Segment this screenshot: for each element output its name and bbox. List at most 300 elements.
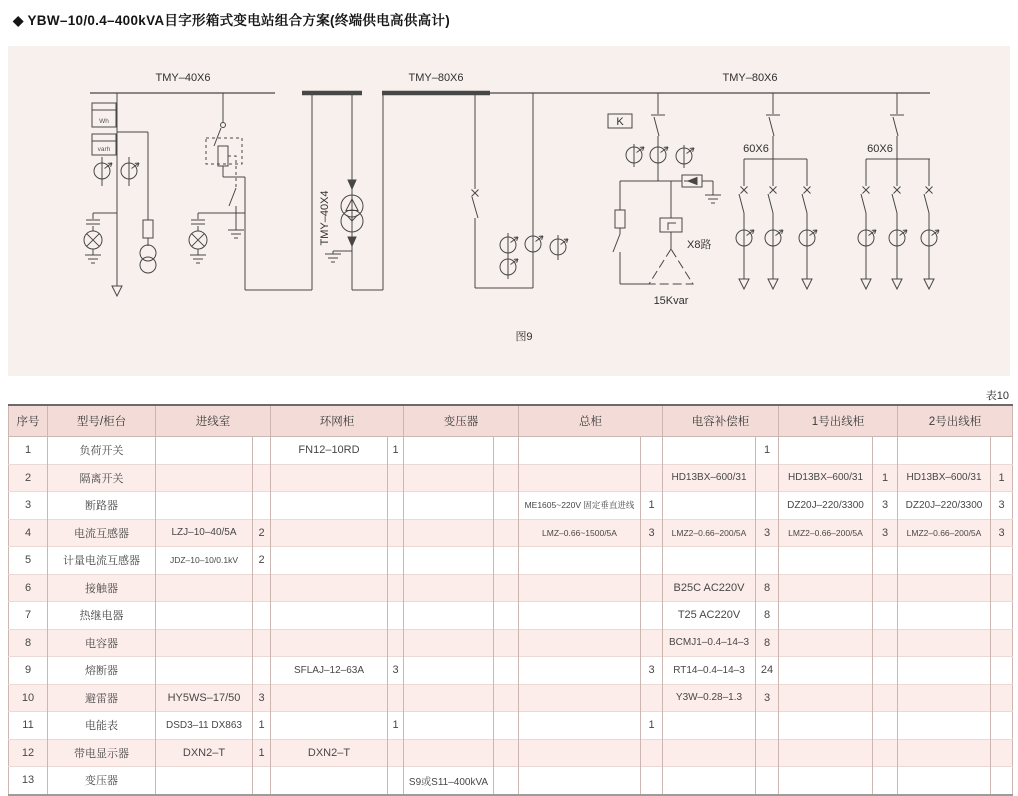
spec-model-cell — [404, 492, 494, 520]
spec-qty-cell — [873, 657, 898, 685]
spec-qty-cell — [991, 547, 1013, 575]
outgoing-cabinet-2-section — [858, 93, 939, 289]
header-transformer: 变压器 — [404, 405, 519, 437]
spec-qty-cell: 3 — [873, 492, 898, 520]
current-transformer-icon — [889, 230, 907, 246]
spec-model-cell — [519, 602, 641, 630]
device-name: 隔离开关 — [48, 464, 156, 492]
meter-varh-label: varh — [97, 146, 111, 153]
device-name: 变压器 — [48, 767, 156, 795]
ground-icon — [190, 255, 206, 263]
spec-model-cell — [898, 657, 991, 685]
spec-qty-cell — [388, 739, 404, 767]
spec-qty-cell — [873, 712, 898, 740]
header-main-cabinet: 总柜 — [519, 405, 663, 437]
spec-qty-cell — [756, 739, 779, 767]
feeder-arrow-icon — [739, 279, 749, 289]
current-transformer-icon — [765, 230, 783, 246]
table-row — [9, 602, 1013, 630]
spec-model-cell — [519, 767, 641, 795]
current-transformer-icon — [736, 230, 754, 246]
spec-qty-cell — [991, 767, 1013, 795]
table-row — [9, 657, 1013, 685]
table-row — [9, 574, 1013, 602]
spec-model-cell: HY5WS–17/50 — [156, 684, 253, 712]
spec-model-cell — [404, 547, 494, 575]
table-row — [9, 492, 1013, 520]
spec-model-cell: DSD3–11 DX863 — [156, 712, 253, 740]
spec-model-cell — [898, 767, 991, 795]
fuse-icon — [143, 220, 153, 238]
spec-model-cell — [779, 767, 873, 795]
fuse-icon — [615, 210, 625, 228]
spec-qty-cell — [991, 574, 1013, 602]
spec-qty-cell — [494, 629, 519, 657]
spec-model-cell — [271, 767, 388, 795]
spec-model-cell — [663, 767, 756, 795]
feeder-arrow-icon — [768, 279, 778, 289]
spec-qty-cell — [641, 629, 663, 657]
table-row — [9, 629, 1013, 657]
spec-qty-cell — [873, 574, 898, 602]
spec-qty-cell: 3 — [756, 519, 779, 547]
row-seq: 13 — [9, 767, 48, 795]
spec-qty-cell — [253, 492, 271, 520]
outgoing2-bus-label: 60X6 — [867, 143, 893, 155]
feeder-arrow-icon — [924, 279, 934, 289]
spec-model-cell: HD13BX–600/31 — [898, 464, 991, 492]
row-seq: 9 — [9, 657, 48, 685]
current-transformer-icon — [94, 163, 112, 179]
spec-model-cell — [663, 739, 756, 767]
spec-qty-cell — [494, 684, 519, 712]
spec-qty-cell — [756, 767, 779, 795]
spec-qty-cell — [641, 739, 663, 767]
fuse-icon — [218, 146, 228, 166]
spec-qty-cell — [494, 437, 519, 465]
spec-qty-cell — [756, 492, 779, 520]
spec-model-cell — [779, 739, 873, 767]
spec-qty-cell: 1 — [253, 739, 271, 767]
spec-qty-cell — [641, 602, 663, 630]
transformer-riser-label: TMY–40X4 — [319, 190, 331, 246]
row-seq: 6 — [9, 574, 48, 602]
breaker-x-icon — [472, 190, 479, 197]
spec-qty-cell — [388, 519, 404, 547]
spec-qty-cell — [991, 629, 1013, 657]
spec-model-cell — [898, 712, 991, 740]
spec-model-cell — [271, 464, 388, 492]
spec-qty-cell — [253, 767, 271, 795]
spec-qty-cell — [873, 437, 898, 465]
spec-qty-cell — [253, 574, 271, 602]
ring-main-unit-section — [189, 93, 312, 290]
device-name: 计量电流互感器 — [48, 547, 156, 575]
title-diamond-icon: ◆ — [13, 13, 24, 28]
spec-model-cell — [898, 739, 991, 767]
ground-icon — [325, 254, 341, 262]
spec-model-cell: LMZ2–0.66–200/5A — [898, 519, 991, 547]
spec-model-cell: SFLAJ–12–63A — [271, 657, 388, 685]
spec-qty-cell: 1 — [388, 712, 404, 740]
spec-qty-cell — [494, 712, 519, 740]
spec-qty-cell — [253, 657, 271, 685]
current-transformer-icon — [500, 237, 518, 253]
current-transformer-icon — [799, 230, 817, 246]
table-row — [9, 437, 1013, 465]
earthing-switch-blade — [229, 188, 236, 206]
spec-model-cell — [663, 437, 756, 465]
spec-qty-cell: 24 — [756, 657, 779, 685]
spec-qty-cell — [873, 767, 898, 795]
current-transformer-icon — [550, 239, 568, 255]
spec-model-cell — [156, 574, 253, 602]
spec-model-cell — [404, 684, 494, 712]
figure-caption: 图9 — [515, 331, 533, 343]
spec-qty-cell — [991, 657, 1013, 685]
header-outgoing-cabinet-2: 2号出线柜 — [898, 405, 1013, 437]
spec-qty-cell: 8 — [756, 629, 779, 657]
feeder — [921, 159, 939, 289]
spec-model-cell — [404, 629, 494, 657]
feeder-arrow-icon — [861, 279, 871, 289]
breaker-blade — [893, 117, 898, 136]
spec-model-cell — [898, 602, 991, 630]
spec-model-cell — [156, 657, 253, 685]
table-row — [9, 767, 1013, 795]
spec-model-cell — [156, 629, 253, 657]
table-tag: 表10 — [985, 390, 1009, 402]
breaker-blade — [654, 117, 659, 136]
indicator-lamp-icon — [189, 231, 207, 249]
spec-qty-cell: 3 — [641, 657, 663, 685]
table-row — [9, 547, 1013, 575]
spec-model-cell — [898, 629, 991, 657]
row-seq: 10 — [9, 684, 48, 712]
spec-qty-cell: 3 — [756, 684, 779, 712]
spec-qty-cell: 2 — [253, 547, 271, 575]
current-transformer-icon — [858, 230, 876, 246]
spec-model-cell: BCMJ1–0.4–14–3 — [663, 629, 756, 657]
bus2-label: TMY–80X6 — [408, 72, 464, 84]
feeder-arrow-icon — [892, 279, 902, 289]
row-seq: 12 — [9, 739, 48, 767]
row-seq: 8 — [9, 629, 48, 657]
spec-model-cell — [271, 712, 388, 740]
spec-qty-cell — [641, 684, 663, 712]
spec-model-cell — [663, 712, 756, 740]
feeder — [799, 159, 817, 289]
feeder — [889, 159, 907, 289]
feeder — [858, 159, 876, 289]
spec-model-cell: S9或S11–400kVA — [404, 767, 494, 795]
spec-model-cell — [519, 657, 641, 685]
spec-model-cell — [519, 629, 641, 657]
spec-qty-cell: 8 — [756, 574, 779, 602]
spec-qty-cell — [388, 684, 404, 712]
spec-qty-cell — [991, 602, 1013, 630]
spec-qty-cell — [991, 437, 1013, 465]
row-seq: 3 — [9, 492, 48, 520]
spec-model-cell: T25 AC220V — [663, 602, 756, 630]
feeder-arrow-icon — [112, 286, 122, 296]
spec-model-cell — [779, 602, 873, 630]
device-name: 带电显示器 — [48, 739, 156, 767]
spec-qty-cell — [494, 739, 519, 767]
current-transformer-icon — [921, 230, 939, 246]
header-outgoing-cabinet-1: 1号出线柜 — [779, 405, 898, 437]
device-name: 热继电器 — [48, 602, 156, 630]
spec-model-cell — [156, 464, 253, 492]
spec-model-cell — [156, 492, 253, 520]
spec-model-cell — [156, 602, 253, 630]
row-seq: 4 — [9, 519, 48, 547]
spec-model-cell — [779, 547, 873, 575]
spec-qty-cell — [388, 602, 404, 630]
spec-model-cell — [779, 712, 873, 740]
spec-qty-cell — [388, 464, 404, 492]
spec-model-cell: JDZ–10–10/0.1kV — [156, 547, 253, 575]
flow-arrow-icon — [348, 180, 356, 189]
spec-model-cell: LMZ2–0.66–200/5A — [779, 519, 873, 547]
ground-icon — [228, 230, 244, 238]
feeder-arrow-icon — [802, 279, 812, 289]
spec-model-cell — [779, 684, 873, 712]
spec-model-cell — [271, 519, 388, 547]
incoming-cabinet-section — [84, 93, 275, 296]
spec-qty-cell: 1 — [253, 712, 271, 740]
spec-qty-cell: 3 — [641, 519, 663, 547]
feeder — [765, 159, 783, 289]
spec-qty-cell — [641, 547, 663, 575]
spec-model-cell — [404, 464, 494, 492]
spec-table — [8, 404, 1013, 796]
meter-wh-label: Wh — [99, 118, 109, 125]
spec-model-cell: DXN2–T — [271, 739, 388, 767]
spec-qty-cell: 1 — [388, 437, 404, 465]
feeder — [736, 159, 754, 289]
contactor-k-label: K — [616, 116, 624, 128]
flow-arrow-icon — [348, 237, 356, 246]
spec-qty-cell — [991, 712, 1013, 740]
spec-qty-cell — [873, 739, 898, 767]
table-row — [9, 519, 1013, 547]
device-name: 电流互感器 — [48, 519, 156, 547]
row-seq: 7 — [9, 602, 48, 630]
spec-model-cell: DXN2–T — [156, 739, 253, 767]
spec-qty-cell — [756, 547, 779, 575]
load-switch-blade — [214, 128, 221, 146]
spec-model-cell — [404, 739, 494, 767]
spec-model-cell — [404, 712, 494, 740]
breaker-blade — [472, 197, 478, 218]
spec-model-cell — [779, 657, 873, 685]
spec-model-cell — [271, 574, 388, 602]
single-line-diagram — [8, 46, 1010, 376]
spec-model-cell — [519, 684, 641, 712]
header-model: 型号/柜台 — [48, 405, 156, 437]
spec-qty-cell — [991, 739, 1013, 767]
spec-qty-cell: 1 — [873, 464, 898, 492]
device-name: 负荷开关 — [48, 437, 156, 465]
spec-qty-cell — [494, 657, 519, 685]
spec-table-body — [9, 437, 1013, 795]
table-row — [9, 739, 1013, 767]
spec-qty-cell — [388, 767, 404, 795]
spec-qty-cell — [253, 602, 271, 630]
spec-qty-cell: 3 — [388, 657, 404, 685]
table-row — [9, 684, 1013, 712]
spec-model-cell — [404, 657, 494, 685]
bus3-label: TMY–80X6 — [722, 72, 778, 84]
row-seq: 1 — [9, 437, 48, 465]
spec-model-cell — [404, 519, 494, 547]
spec-model-cell: LMZ2–0.66–200/5A — [663, 519, 756, 547]
ground-icon — [85, 255, 101, 263]
spec-qty-cell — [494, 519, 519, 547]
spec-model-cell: LMZ–0.66~1500/5A — [519, 519, 641, 547]
bus1-label: TMY–40X6 — [155, 72, 211, 84]
spec-model-cell: FN12–10RD — [271, 437, 388, 465]
device-name: 避雷器 — [48, 684, 156, 712]
current-transformer-icon — [650, 147, 668, 163]
spec-qty-cell — [388, 547, 404, 575]
spec-qty-cell — [253, 437, 271, 465]
spec-model-cell — [519, 437, 641, 465]
spec-qty-cell — [388, 629, 404, 657]
spec-model-cell — [404, 437, 494, 465]
spec-model-cell — [271, 547, 388, 575]
interlock-dashed-box — [206, 138, 242, 164]
current-transformer-icon — [500, 259, 518, 275]
indicator-lamp-icon — [84, 231, 102, 249]
row-seq: 2 — [9, 464, 48, 492]
spec-qty-cell — [641, 767, 663, 795]
spec-qty-cell — [756, 464, 779, 492]
spec-qty-cell: 2 — [253, 519, 271, 547]
current-transformer-icon — [676, 148, 694, 164]
header-seq: 序号 — [9, 405, 48, 437]
spec-model-cell — [779, 629, 873, 657]
row-seq: 5 — [9, 547, 48, 575]
spec-model-cell: ME1605~220V 固定垂直进线 — [519, 492, 641, 520]
spec-model-cell — [404, 574, 494, 602]
spec-model-cell: RT14–0.4–14–3 — [663, 657, 756, 685]
delta-capacitor-bank-icon — [649, 249, 693, 284]
spec-model-cell: B25C AC220V — [663, 574, 756, 602]
spec-model-cell: HD13BX–600/31 — [779, 464, 873, 492]
spec-model-cell — [898, 437, 991, 465]
outgoing1-bus-label: 60X6 — [743, 143, 769, 155]
spec-model-cell — [519, 739, 641, 767]
spec-model-cell: DZ20J–220/3300 — [898, 492, 991, 520]
row-seq: 11 — [9, 712, 48, 740]
spec-qty-cell — [494, 574, 519, 602]
spec-qty-cell — [494, 492, 519, 520]
main-lv-cabinet-section — [472, 93, 931, 288]
spec-model-cell: DZ20J–220/3300 — [779, 492, 873, 520]
spec-qty-cell — [494, 767, 519, 795]
spec-model-cell — [271, 684, 388, 712]
device-name: 接触器 — [48, 574, 156, 602]
spec-model-cell — [898, 547, 991, 575]
capacitor-icon — [86, 220, 100, 224]
spec-model-cell: Y3W–0.28–1.3 — [663, 684, 756, 712]
spec-qty-cell: 3 — [991, 519, 1013, 547]
spec-qty-cell: 3 — [253, 684, 271, 712]
spec-qty-cell: 8 — [756, 602, 779, 630]
spec-model-cell — [779, 574, 873, 602]
spec-model-cell — [898, 574, 991, 602]
switch-blade — [613, 234, 620, 252]
device-name: 熔断器 — [48, 657, 156, 685]
spec-qty-cell: 3 — [991, 492, 1013, 520]
spec-model-cell — [663, 547, 756, 575]
spec-qty-cell — [388, 574, 404, 602]
spec-model-cell — [271, 629, 388, 657]
spec-qty-cell: 1 — [641, 712, 663, 740]
table-row — [9, 712, 1013, 740]
spec-qty-cell — [756, 712, 779, 740]
capacitor-branches-label: X8路 — [687, 239, 712, 251]
header-capacitor-cabinet: 电容补偿柜 — [663, 405, 779, 437]
outgoing-cabinet-1-section — [736, 93, 817, 289]
device-name: 电能表 — [48, 712, 156, 740]
spec-model-cell — [404, 602, 494, 630]
spec-qty-cell — [494, 547, 519, 575]
spec-model-cell — [519, 574, 641, 602]
spec-model-cell — [271, 492, 388, 520]
current-transformer-icon — [626, 147, 644, 163]
spec-qty-cell — [494, 602, 519, 630]
spec-qty-cell — [641, 574, 663, 602]
ground-icon — [705, 195, 721, 203]
spec-model-cell — [519, 464, 641, 492]
device-name: 断路器 — [48, 492, 156, 520]
spec-model-cell — [663, 492, 756, 520]
surge-arrester-icon — [682, 175, 702, 187]
voltage-transformer-icon — [140, 245, 156, 273]
spec-model-cell: HD13BX–600/31 — [663, 464, 756, 492]
spec-qty-cell — [641, 437, 663, 465]
spec-model-cell — [156, 767, 253, 795]
spec-model-cell — [898, 684, 991, 712]
spec-qty-cell — [494, 464, 519, 492]
spec-model-cell — [779, 437, 873, 465]
header-ring-main-cabinet: 环网柜 — [271, 405, 404, 437]
spec-qty-cell — [388, 492, 404, 520]
spec-model-cell — [156, 437, 253, 465]
spec-qty-cell — [991, 684, 1013, 712]
spec-qty-cell — [873, 547, 898, 575]
single-line-diagram-panel — [8, 46, 1010, 376]
page-title-text: YBW–10/0.4–400kVA目字形箱式变电站组合方案(终端供电高供高计) — [27, 13, 451, 28]
header-incoming-room: 进线室 — [156, 405, 271, 437]
spec-qty-cell — [641, 464, 663, 492]
spec-qty-cell — [873, 684, 898, 712]
spec-qty-cell — [253, 629, 271, 657]
breaker-blade — [769, 117, 774, 136]
page-title — [13, 9, 450, 29]
spec-qty-cell: 3 — [873, 519, 898, 547]
current-transformer-icon — [525, 236, 543, 252]
capacitor-compensation-section — [608, 93, 721, 284]
device-name: 电容器 — [48, 629, 156, 657]
spec-qty-cell: 1 — [756, 437, 779, 465]
capacitor-icon — [191, 220, 205, 224]
spec-qty-cell: 1 — [641, 492, 663, 520]
spec-model-cell — [519, 547, 641, 575]
